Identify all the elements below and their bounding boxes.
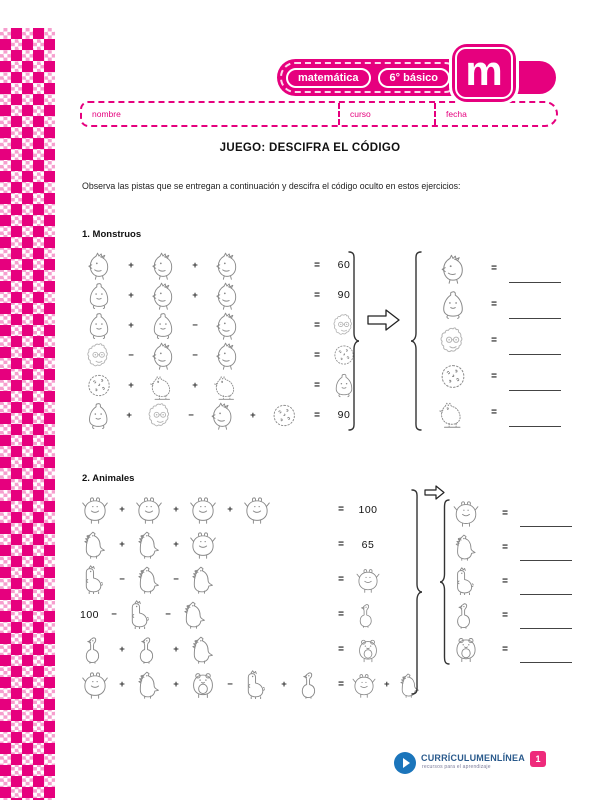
equals-sign: = xyxy=(491,262,497,274)
monster-5-icon xyxy=(437,397,469,428)
closing-brace-icon xyxy=(347,250,361,432)
minus-operator: − xyxy=(111,609,117,620)
number-value: 100 xyxy=(80,608,100,621)
minus-operator: − xyxy=(192,319,198,331)
answer-row xyxy=(437,322,561,358)
bear-icon xyxy=(354,637,382,663)
plus-operator: + xyxy=(227,504,233,515)
equation-lhs xyxy=(80,495,332,524)
llama-icon xyxy=(126,600,156,629)
equation-lhs xyxy=(80,600,332,629)
equals-sign: = xyxy=(502,507,508,519)
monster-1-icon xyxy=(437,253,469,284)
answer-blank[interactable] xyxy=(509,390,561,391)
plus-operator: + xyxy=(128,289,134,301)
equals-sign: = xyxy=(491,370,497,382)
plus-operator: + xyxy=(119,539,125,550)
footer-brand-logo xyxy=(394,752,416,774)
equation-lhs xyxy=(80,530,332,559)
plus-operator: + xyxy=(126,409,132,421)
monster-1-icon xyxy=(146,341,180,370)
hippo-icon xyxy=(134,495,164,524)
number-value: 90 xyxy=(337,409,351,421)
answer-row xyxy=(452,598,572,632)
plus-operator: + xyxy=(250,409,256,421)
plus-operator: + xyxy=(192,379,198,391)
equals-sign: = xyxy=(491,406,497,418)
equation-row xyxy=(82,310,362,340)
minus-operator: − xyxy=(192,349,198,361)
answer-row xyxy=(437,286,561,322)
equation-lhs xyxy=(80,565,332,594)
equals-sign: = xyxy=(338,539,344,550)
plus-operator: + xyxy=(383,679,391,690)
plus-operator: + xyxy=(119,504,125,515)
equation-lhs xyxy=(82,311,308,340)
footer-tagline: recursos para el aprendizaje xyxy=(422,764,491,770)
plus-operator: + xyxy=(119,644,125,655)
dino-icon xyxy=(80,530,110,559)
plus-operator: + xyxy=(119,679,125,690)
hippo-icon xyxy=(80,670,110,699)
monster-5-icon xyxy=(146,371,180,400)
monster-4-icon xyxy=(82,371,116,400)
brand-m-logo xyxy=(452,44,516,102)
hippo-icon xyxy=(242,495,272,524)
equation-result xyxy=(350,504,386,516)
monster-1-icon xyxy=(82,251,116,280)
plus-operator: + xyxy=(173,679,179,690)
minus-operator: − xyxy=(173,574,179,585)
minus-operator: − xyxy=(128,349,134,361)
monster-4-icon xyxy=(437,361,469,392)
section-1-heading: 1. Monstruos xyxy=(82,229,142,240)
monster-4-icon xyxy=(268,401,300,430)
monster-3-icon xyxy=(144,401,176,430)
monster-1-icon xyxy=(146,251,180,280)
date-field[interactable] xyxy=(434,103,556,125)
monster-2-icon xyxy=(437,289,469,320)
dino-icon xyxy=(452,533,480,561)
section-1-answers xyxy=(437,250,561,430)
hippo-icon xyxy=(452,499,480,527)
closing-brace-icon xyxy=(410,488,424,696)
equation-lhs xyxy=(80,670,332,699)
footer-brand-text: CURRÍCULUMENLÍNEA xyxy=(421,753,525,763)
dino-icon xyxy=(134,670,164,699)
dino-icon xyxy=(188,635,218,664)
equation-result xyxy=(350,567,386,593)
hippo-icon xyxy=(188,530,218,559)
number-value: 65 xyxy=(361,538,375,551)
answer-row xyxy=(452,496,572,530)
dino-icon xyxy=(180,600,210,629)
equals-sign: = xyxy=(502,541,508,553)
plus-operator: + xyxy=(128,379,134,391)
duck-icon xyxy=(296,670,326,699)
equation-lhs xyxy=(82,401,308,430)
answer-blank[interactable] xyxy=(520,594,572,595)
equation-row xyxy=(80,492,424,527)
equals-sign: = xyxy=(338,644,344,655)
number-value: 100 xyxy=(358,503,378,516)
answer-blank[interactable] xyxy=(520,526,572,527)
plus-operator: + xyxy=(173,644,179,655)
equation-lhs xyxy=(82,371,308,400)
monster-2-icon xyxy=(146,311,180,340)
bear-icon xyxy=(452,635,480,663)
answer-row xyxy=(452,564,572,598)
duck-icon xyxy=(80,635,110,664)
monster-2-icon xyxy=(82,281,116,310)
equals-sign: = xyxy=(314,259,320,271)
equals-sign: = xyxy=(314,409,320,421)
answer-blank[interactable] xyxy=(509,318,561,319)
minus-operator: − xyxy=(165,609,171,620)
page-number-badge: 1 xyxy=(530,751,546,767)
equation-result xyxy=(350,539,386,551)
student-info-box xyxy=(80,101,558,127)
hippo-icon xyxy=(354,567,382,593)
subject-badge: matemática xyxy=(286,68,371,88)
equation-row xyxy=(82,250,362,280)
monster-1-icon xyxy=(210,311,244,340)
answer-blank[interactable] xyxy=(520,662,572,663)
equation-row xyxy=(80,527,424,562)
opening-brace-icon xyxy=(438,498,451,666)
equals-sign: = xyxy=(338,504,344,515)
section-2-answers xyxy=(452,496,572,666)
equals-sign: = xyxy=(502,609,508,621)
monster-1-icon xyxy=(206,401,238,430)
play-arrow-icon xyxy=(403,758,410,768)
monster-2-icon xyxy=(82,311,116,340)
dino-icon xyxy=(188,565,218,594)
plus-operator: + xyxy=(128,319,134,331)
header-band xyxy=(277,59,463,96)
hippo-icon xyxy=(80,495,110,524)
equals-sign: = xyxy=(491,298,497,310)
answer-blank[interactable] xyxy=(509,282,561,283)
course-label: curso xyxy=(350,109,371,119)
plus-operator: + xyxy=(173,539,179,550)
answer-row xyxy=(437,250,561,286)
minus-operator: − xyxy=(188,409,194,421)
plus-operator: + xyxy=(281,679,287,690)
equals-sign: = xyxy=(338,609,344,620)
equation-result xyxy=(350,637,386,663)
monster-5-icon xyxy=(210,371,244,400)
page-title: JUEGO: DESCIFRA EL CÓDIGO xyxy=(219,142,401,154)
equation-row xyxy=(80,597,424,632)
equals-sign: = xyxy=(314,289,320,301)
number-value: 60 xyxy=(337,259,351,271)
equation-result xyxy=(350,602,386,628)
llama-icon xyxy=(80,565,110,594)
equation-lhs xyxy=(80,635,332,664)
answer-blank[interactable] xyxy=(509,426,561,427)
name-field[interactable] xyxy=(82,103,338,125)
llama-icon xyxy=(242,670,272,699)
monster-1-icon xyxy=(210,341,244,370)
answer-blank[interactable] xyxy=(509,354,561,355)
answer-row xyxy=(452,632,572,666)
name-label: nombre xyxy=(92,109,121,119)
answer-row xyxy=(452,530,572,564)
right-arrow-icon xyxy=(367,307,401,333)
section-2-equations xyxy=(80,492,424,702)
minus-operator: − xyxy=(227,679,233,690)
plus-operator: + xyxy=(192,289,198,301)
course-field[interactable] xyxy=(338,103,434,125)
bear-icon xyxy=(188,670,218,699)
equals-sign: = xyxy=(338,574,344,585)
duck-icon xyxy=(354,602,382,628)
number-value: 90 xyxy=(337,289,351,301)
answer-blank[interactable] xyxy=(520,560,572,561)
section-2-heading: 2. Animales xyxy=(82,473,135,484)
monster-3-icon xyxy=(82,341,116,370)
equals-sign: = xyxy=(314,379,320,391)
equals-sign: = xyxy=(314,349,320,361)
dino-icon xyxy=(134,565,164,594)
plus-operator: + xyxy=(192,259,198,271)
hippo-icon xyxy=(188,495,218,524)
monster-1-icon xyxy=(210,251,244,280)
hippo-icon xyxy=(350,672,378,698)
equals-sign: = xyxy=(314,319,320,331)
equation-lhs xyxy=(82,251,308,280)
plus-operator: + xyxy=(173,504,179,515)
equation-row xyxy=(82,280,362,310)
equation-row xyxy=(80,562,424,597)
monster-1-icon xyxy=(146,281,180,310)
grade-badge: 6° básico xyxy=(378,68,450,88)
opening-brace-icon xyxy=(409,250,423,432)
equation-row xyxy=(80,632,424,667)
plus-operator: + xyxy=(128,259,134,271)
answer-row xyxy=(437,358,561,394)
dino-icon xyxy=(134,530,164,559)
monster-1-icon xyxy=(210,281,244,310)
date-label: fecha xyxy=(446,109,467,119)
equation-row xyxy=(82,370,362,400)
monster-2-icon xyxy=(82,401,114,430)
equals-sign: = xyxy=(502,643,508,655)
equation-lhs xyxy=(82,341,308,370)
equation-row xyxy=(82,340,362,370)
duck-icon xyxy=(452,601,480,629)
equation-lhs xyxy=(82,281,308,310)
decorative-mosaic-border xyxy=(0,28,55,800)
instruction-text: Observa las pistas que se entregan a continuación y descifra el código oculto en estos ejercicios: xyxy=(82,181,461,191)
logo-letter: m xyxy=(465,47,503,94)
section-1-equations xyxy=(82,250,362,430)
answer-row xyxy=(437,394,561,430)
equals-sign: = xyxy=(491,334,497,346)
equation-row xyxy=(82,400,362,430)
llama-icon xyxy=(452,567,480,595)
equation-row xyxy=(80,667,424,702)
answer-blank[interactable] xyxy=(520,628,572,629)
equals-sign: = xyxy=(502,575,508,587)
equals-sign: = xyxy=(338,679,344,690)
minus-operator: − xyxy=(119,574,125,585)
duck-icon xyxy=(134,635,164,664)
monster-3-icon xyxy=(437,325,469,356)
